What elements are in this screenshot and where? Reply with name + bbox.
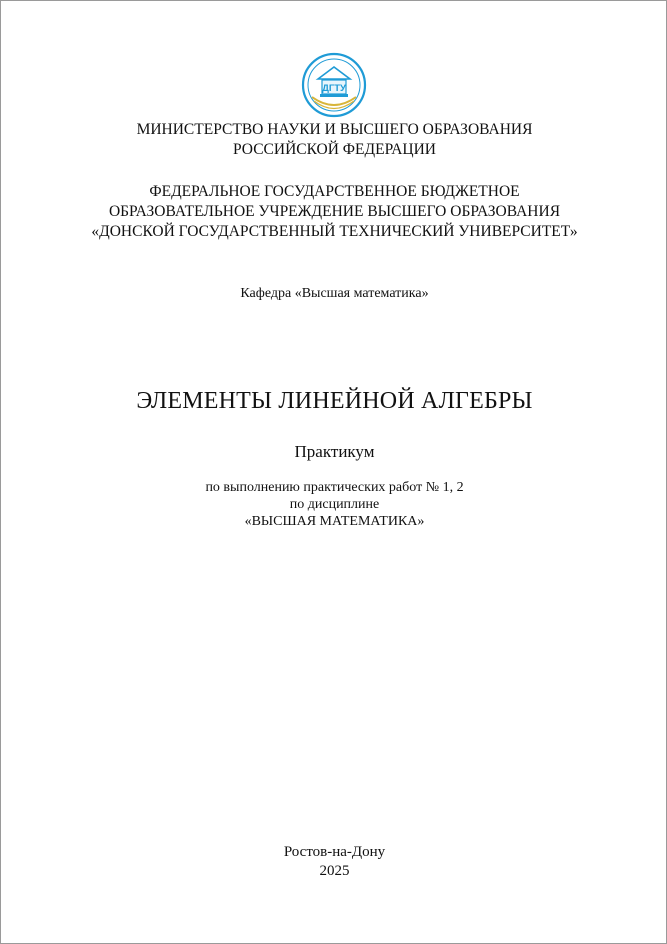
purpose-line-1: по выполнению практических работ № 1, 2 — [205, 480, 464, 495]
imprint-year: 2025 — [319, 863, 350, 879]
imprint-city: Ростов-на-Дону — [283, 844, 386, 860]
institution-heading — [1, 182, 667, 242]
institution-line-2: ОБРАЗОВАТЕЛЬНОЕ УЧРЕЖДЕНИЕ ВЫСШЕГО ОБРАЗОВАНИЯ — [108, 203, 561, 220]
document-genre: Практикум — [294, 442, 375, 461]
ministry-line-2: РОССИЙСКОЙ ФЕДЕРАЦИИ — [233, 141, 436, 158]
emblem-lettering: ДГТУ — [322, 83, 346, 94]
purpose-line-2: по дисциплине — [289, 497, 380, 512]
ministry-line-1: МИНИСТЕРСТВО НАУКИ И ВЫСШЕГО ОБРАЗОВАНИЯ — [136, 121, 533, 138]
university-emblem-icon — [300, 51, 368, 119]
ministry-heading — [1, 120, 667, 160]
document-purpose — [1, 479, 667, 530]
imprint — [1, 843, 667, 881]
department-label: Кафедра «Высшая математика» — [240, 286, 429, 301]
institution-line-3: «ДОНСКОЙ ГОСУДАРСТВЕННЫЙ ТЕХНИЧЕСКИЙ УНИВЕРСИТЕТ» — [91, 223, 578, 240]
institution-line-1: ФЕДЕРАЛЬНОЕ ГОСУДАРСТВЕННОЕ БЮДЖЕТНОЕ — [149, 183, 520, 200]
purpose-line-3: «ВЫСШАЯ МАТЕМАТИКА» — [244, 514, 425, 529]
document-title: ЭЛЕМЕНТЫ ЛИНЕЙНОЙ АЛГЕБРЫ — [136, 388, 533, 414]
